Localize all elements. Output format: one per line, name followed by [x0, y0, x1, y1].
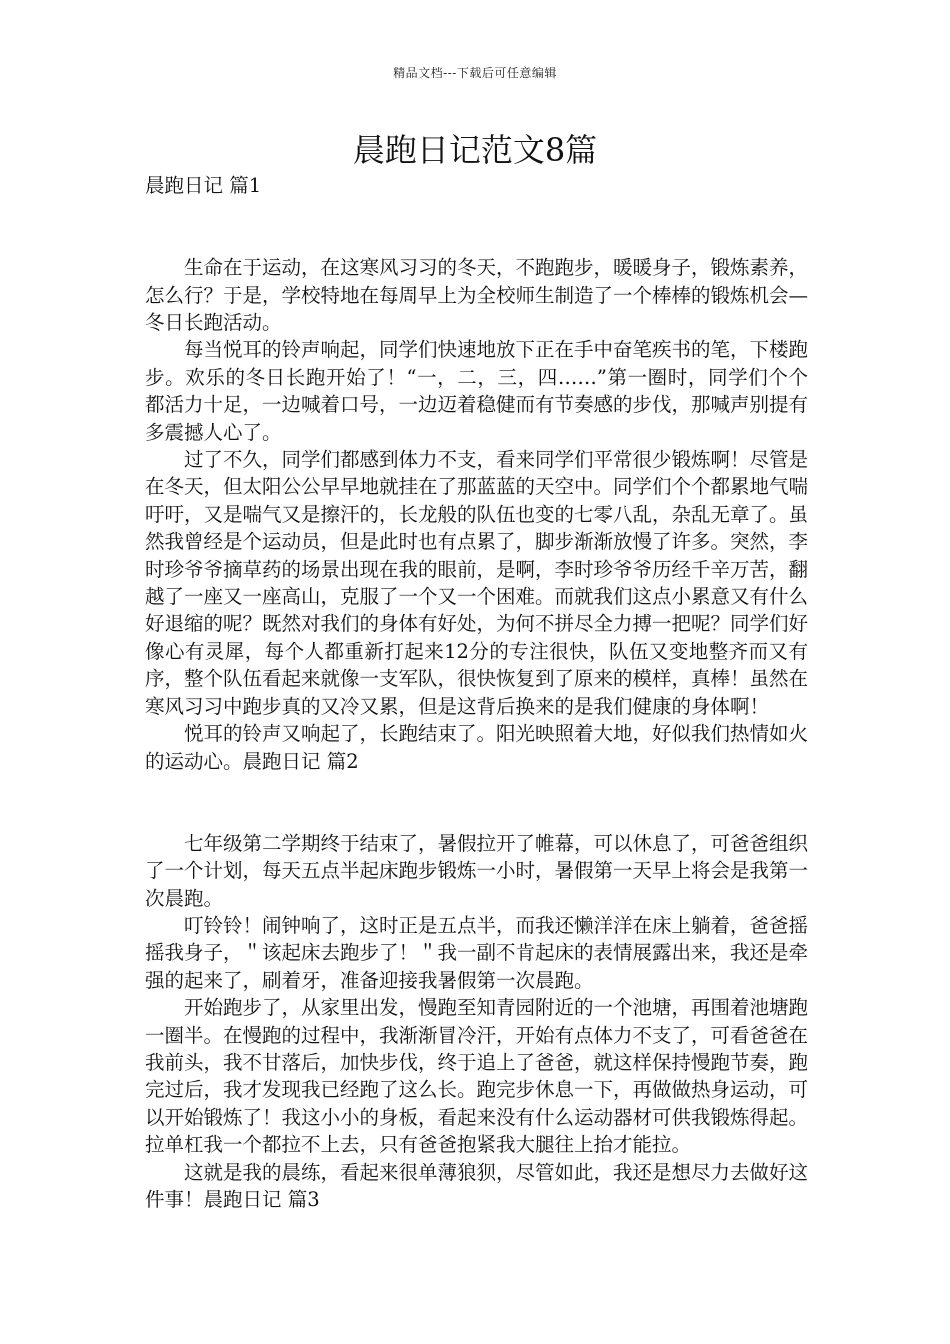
paragraph: 生命在于运动，在这寒风习习的冬天，不跑跑步，暖暖身子，锻炼素养，怎么行？于是，学校特地在每周早上为全校师生制造了一个棒棒的锻炼机会—冬日长跑活动。 [145, 256, 809, 335]
paragraph: 开始跑步了，从家里出发，慢跑至知青园附近的一个池塘，再围着池塘跑一圈半。在慢跑的过程中，我渐渐冒冷汗，开始有点体力不支了，可看爸爸在我前头，我不甘落后，加快步伐，终于追上了爸爸，就这样保持慢跑节奏，跑完过后，我才发现我已经跑了这么长。跑完步休息一下，再做做热身运动，可以开始锻炼了！我这小小的身板，看起来没有什么运动器材可供我锻炼得起。拉单杠我一个都拉不上去，只有爸爸抱紧我大腿往上抬才能拉。 [145, 996, 809, 1157]
section-heading: 晨跑日记 篇1 [145, 174, 262, 197]
paragraph: 每当悦耳的铃声响起，同学们快速地放下正在手中奋笔疾书的笔，下楼跑步。欢乐的冬日长跑开始了！“一，二，三，四……”第一圈时，同学们个个都活力十足，一边喊着口号，一边迈着稳健而有节奏感的步伐，那喊声别提有多震撼人心了。 [145, 338, 809, 444]
page-header: 精品文档---下载后可任意编辑 [393, 66, 557, 80]
paragraph: 悦耳的铃声又响起了，长跑结束了。阳光映照着大地，好似我们热情如火的运动心。晨跑日记 篇2 [145, 722, 809, 773]
paragraph: 过了不久，同学们都感到体力不支，看来同学们平常很少锻炼啊！尽管是在冬天，但太阳公公早早地就挂在了那蓝蓝的天空中。同学们个个都累地气喘吁吁，又是喘气又是擦汗的，长龙般的队伍也变的七零八乱，杂乱无章了。虽然我曾经是个运动员，但是此时也有点累了，脚步渐渐放慢了许多。突然，李时珍爷爷摘草药的场景出现在我的眼前，是啊，李时珍爷爷历经千辛万苦，翻越了一座又一座高山，克服了一个又一个困难。而就我们这点小累意又有什么好退缩的呢？既然对我们的身体有好处，为何不拼尽全力搏一把呢？同学们好像心有灵犀，每个人都重新打起来12分的专注很快，队伍又变地整齐而又有序，整个队伍看起来就像一支军队，很快恢复到了原来的模样，真棒！虽然在寒风习习中跑步真的又冷又累，但是这背后换来的是我们健康的身体啊！ [145, 448, 809, 718]
spacer [145, 199, 808, 254]
document-title: 晨跑日记范文8篇 [352, 131, 598, 169]
spacer [145, 775, 808, 830]
paragraph: 七年级第二学期终于结束了，暑假拉开了帷幕，可以休息了，可爸爸组织了一个计划，每天五点半起床跑步锻炼一小时，暑假第一天早上将会是我第一次晨跑。 [145, 831, 809, 910]
document-body [145, 172, 808, 1213]
paragraph: 这就是我的晨练，看起来很单薄狼狈，尽管如此，我还是想尽力去做好这件事！晨跑日记 篇3 [145, 1160, 809, 1211]
paragraph: 叮铃铃！闹钟响了，这时正是五点半，而我还懒洋洋在床上躺着，爸爸摇摇我身子，＂该起床去跑步了！＂我一副不肯起床的表情展露出来，我还是牵强的起来了，刷着牙，准备迎接我暑假第一次晨跑。 [145, 913, 809, 992]
